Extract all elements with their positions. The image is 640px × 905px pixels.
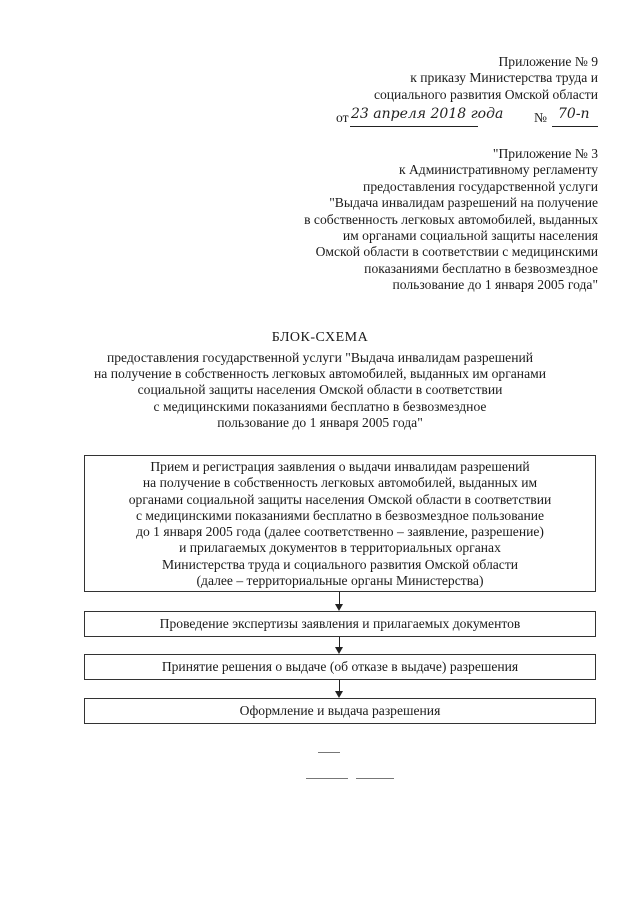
scan-artifact-line (306, 778, 348, 779)
scan-artifact-line (318, 752, 340, 753)
handwritten-number-signature: 70-п (558, 106, 590, 122)
document-title: БЛОК-СХЕМА (271, 330, 369, 345)
subtitle-line: на получение в собственность легковых автомобилей, выданных им органами (94, 366, 546, 382)
number-underline (552, 126, 598, 127)
step-text-line: (далее – территориальные органы Министерства) (196, 573, 484, 589)
appendix-3-line: "Приложение № 3 (492, 146, 598, 161)
appendix-9-title: Приложение № 9 (498, 54, 598, 69)
date-underline (350, 126, 478, 127)
flowchart-step-expertise: Проведение экспертизы заявления и прилагаемых документов (84, 611, 596, 637)
step-text-line: на получение в собственность легковых автомобилей, выданных им (142, 475, 538, 491)
handwritten-date-signature: 23 апреля 2018 года (351, 106, 504, 122)
subtitle-line: социальной защиты населения Омской области в соответствии (137, 382, 503, 398)
appendix-3-line: Омской области в соответствии с медицинскими (315, 244, 598, 260)
flow-arrowhead-1 (335, 604, 343, 611)
step-text-line: Министерства труда и социального развития Омской области (161, 556, 519, 572)
scan-artifact-line (356, 778, 394, 779)
step-text-line: Прием и регистрация заявления о выдачи инвалидам разрешений (150, 459, 530, 474)
appendix-9-header (374, 54, 598, 103)
appendix-3-header (304, 146, 598, 294)
appendix-3-line: в собственность легковых автомобилей, выданных (304, 211, 598, 227)
subtitle-line: пользование до 1 января 2005 года" (217, 414, 423, 430)
flowchart-step-issuance: Оформление и выдача разрешения (84, 698, 596, 724)
step-text-line: и прилагаемых документов в территориальных органах (179, 540, 501, 556)
flowchart-step-reception (84, 455, 596, 592)
appendix-3-line: им органами социальной защиты населения (342, 228, 598, 244)
appendix-3-line: "Выдача инвалидам разрешений на получение (329, 195, 598, 211)
appendix-3-line: показаниями бесплатно в безвозмездное (364, 260, 598, 276)
appendix-3-line: предоставления государственной услуги (363, 178, 598, 194)
number-label: № (534, 110, 547, 125)
appendix-9-order-line: к приказу Министерства труда и (410, 70, 598, 86)
document-subtitle (60, 350, 580, 431)
flowchart-step-decision: Принятие решения о выдаче (об отказе в выдаче) разрешения (84, 654, 596, 680)
date-prefix: от (336, 110, 349, 125)
flow-arrowhead-2 (335, 647, 343, 654)
step-text-line: с медицинскими показаниями бесплатно в безвозмездное пользование (135, 507, 545, 523)
appendix-3-line: пользование до 1 января 2005 года" (392, 277, 598, 293)
appendix-3-line: к Административному регламенту (398, 162, 598, 178)
flow-arrowhead-3 (335, 691, 343, 698)
appendix-9-ministry-line: социального развития Омской области (373, 86, 598, 102)
step-text-line: органами социальной защиты населения Омской области в соответствии (128, 491, 552, 507)
subtitle-line: предоставления государственной услуги "Выдача инвалидам разрешений (106, 350, 534, 365)
step-text-line: до 1 января 2005 года (далее соответственно – заявление, разрешение) (136, 524, 544, 540)
subtitle-line: с медицинскими показаниями бесплатно в безвозмездное (153, 398, 487, 414)
order-date-line (336, 106, 598, 128)
